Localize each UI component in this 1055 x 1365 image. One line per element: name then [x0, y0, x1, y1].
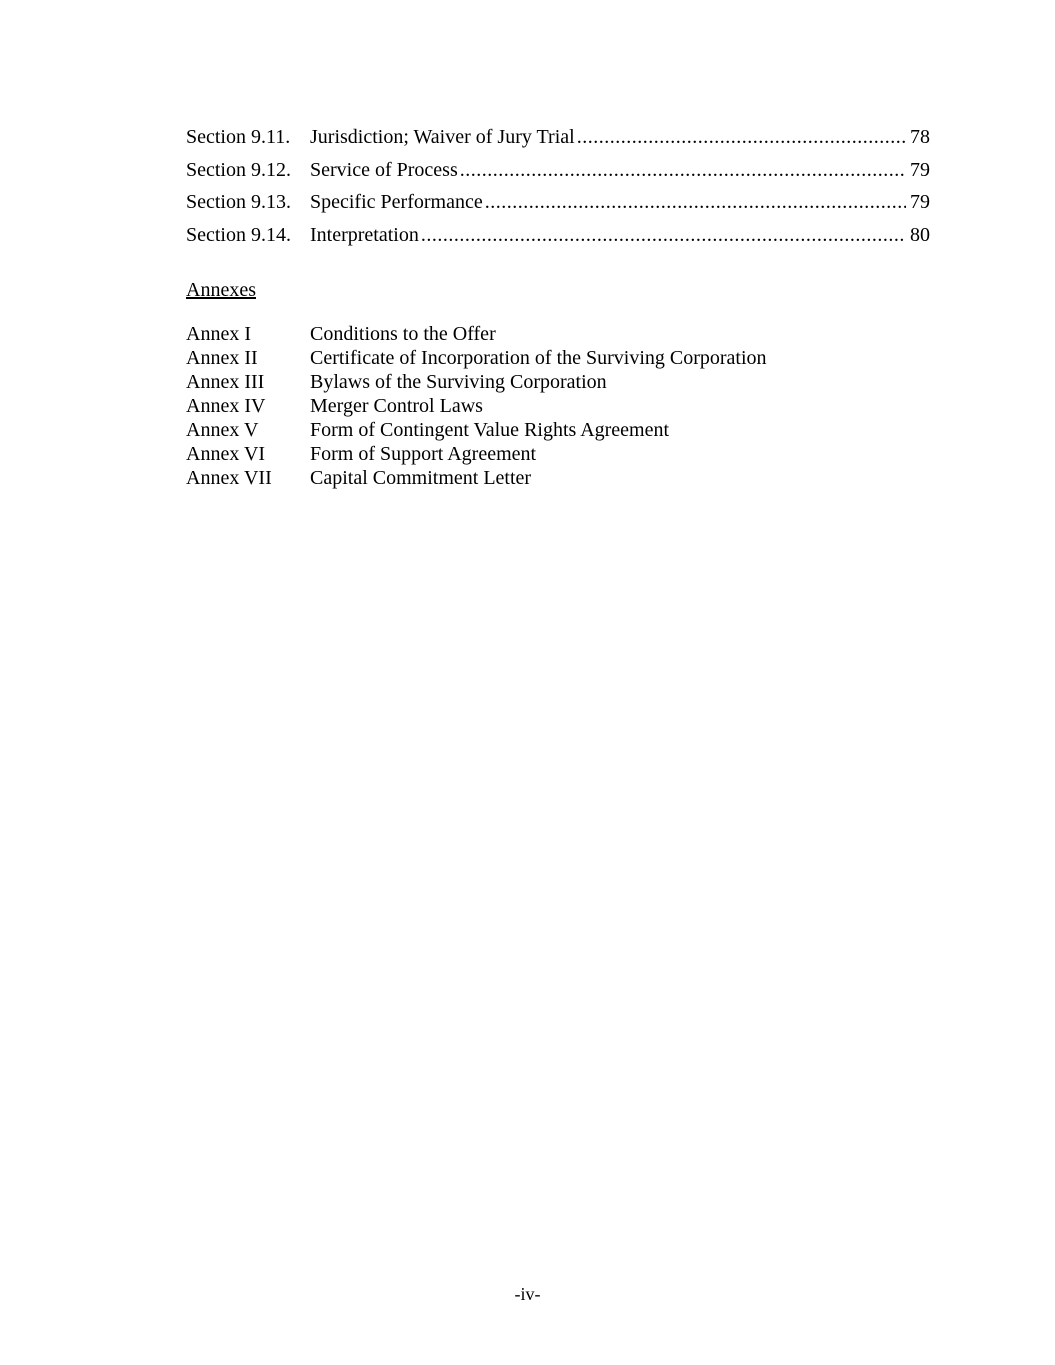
toc-page-number: 79 — [910, 158, 930, 181]
toc-section-title: Service of Process — [310, 158, 458, 181]
toc-section-number: Section 9.12. — [186, 158, 291, 181]
toc-dot-leader — [421, 220, 906, 250]
annex-title: Conditions to the Offer — [310, 323, 496, 345]
toc-entry-section-9-13[interactable] — [186, 187, 930, 220]
annex-label: Annex VII — [186, 467, 272, 489]
annex-item — [186, 466, 767, 490]
annex-label: Annex V — [186, 419, 259, 441]
toc-page-number: 78 — [910, 126, 930, 148]
toc-section-number: Section 9.11. — [186, 126, 291, 148]
annex-title: Form of Contingent Value Rights Agreement — [310, 419, 670, 441]
toc-dot-leader — [577, 122, 906, 152]
toc-entry-section-9-14[interactable] — [186, 220, 930, 253]
table-of-contents — [186, 122, 930, 252]
toc-dot-leader — [460, 155, 906, 185]
annexes-heading: Annexes — [186, 279, 256, 301]
annex-title: Merger Control Laws — [310, 395, 483, 417]
toc-section-number: Section 9.14. — [186, 223, 291, 246]
toc-section-title: Interpretation — [310, 223, 419, 246]
annex-label: Annex VI — [186, 443, 266, 465]
annex-item — [186, 442, 767, 466]
annex-item — [186, 322, 767, 346]
toc-page-number: 80 — [910, 223, 930, 246]
toc-section-title: Jurisdiction; Waiver of Jury Trial — [310, 126, 575, 148]
annex-item — [186, 370, 767, 394]
toc-section-number: Section 9.13. — [186, 191, 291, 213]
annex-title: Form of Support Agreement — [310, 443, 537, 465]
annex-label: Annex I — [186, 323, 251, 345]
annex-list — [186, 322, 767, 490]
annex-item — [186, 394, 767, 418]
toc-entry-section-9-12[interactable] — [186, 155, 930, 188]
toc-dot-leader — [485, 187, 906, 217]
toc-page-number: 79 — [910, 191, 930, 213]
annex-label: Annex II — [186, 347, 258, 369]
toc-section-title: Specific Performance — [310, 191, 483, 213]
annex-item — [186, 346, 767, 370]
annex-title: Bylaws of the Surviving Corporation — [310, 371, 607, 393]
annex-title: Certificate of Incorporation of the Surviving Corporation — [310, 347, 767, 369]
annex-title: Capital Commitment Letter — [310, 467, 532, 489]
annex-label: Annex IV — [186, 395, 266, 417]
page-number-footer: -iv- — [514, 1284, 541, 1304]
annex-item — [186, 418, 767, 442]
annex-label: Annex III — [186, 371, 265, 393]
toc-entry-section-9-11[interactable] — [186, 122, 930, 155]
